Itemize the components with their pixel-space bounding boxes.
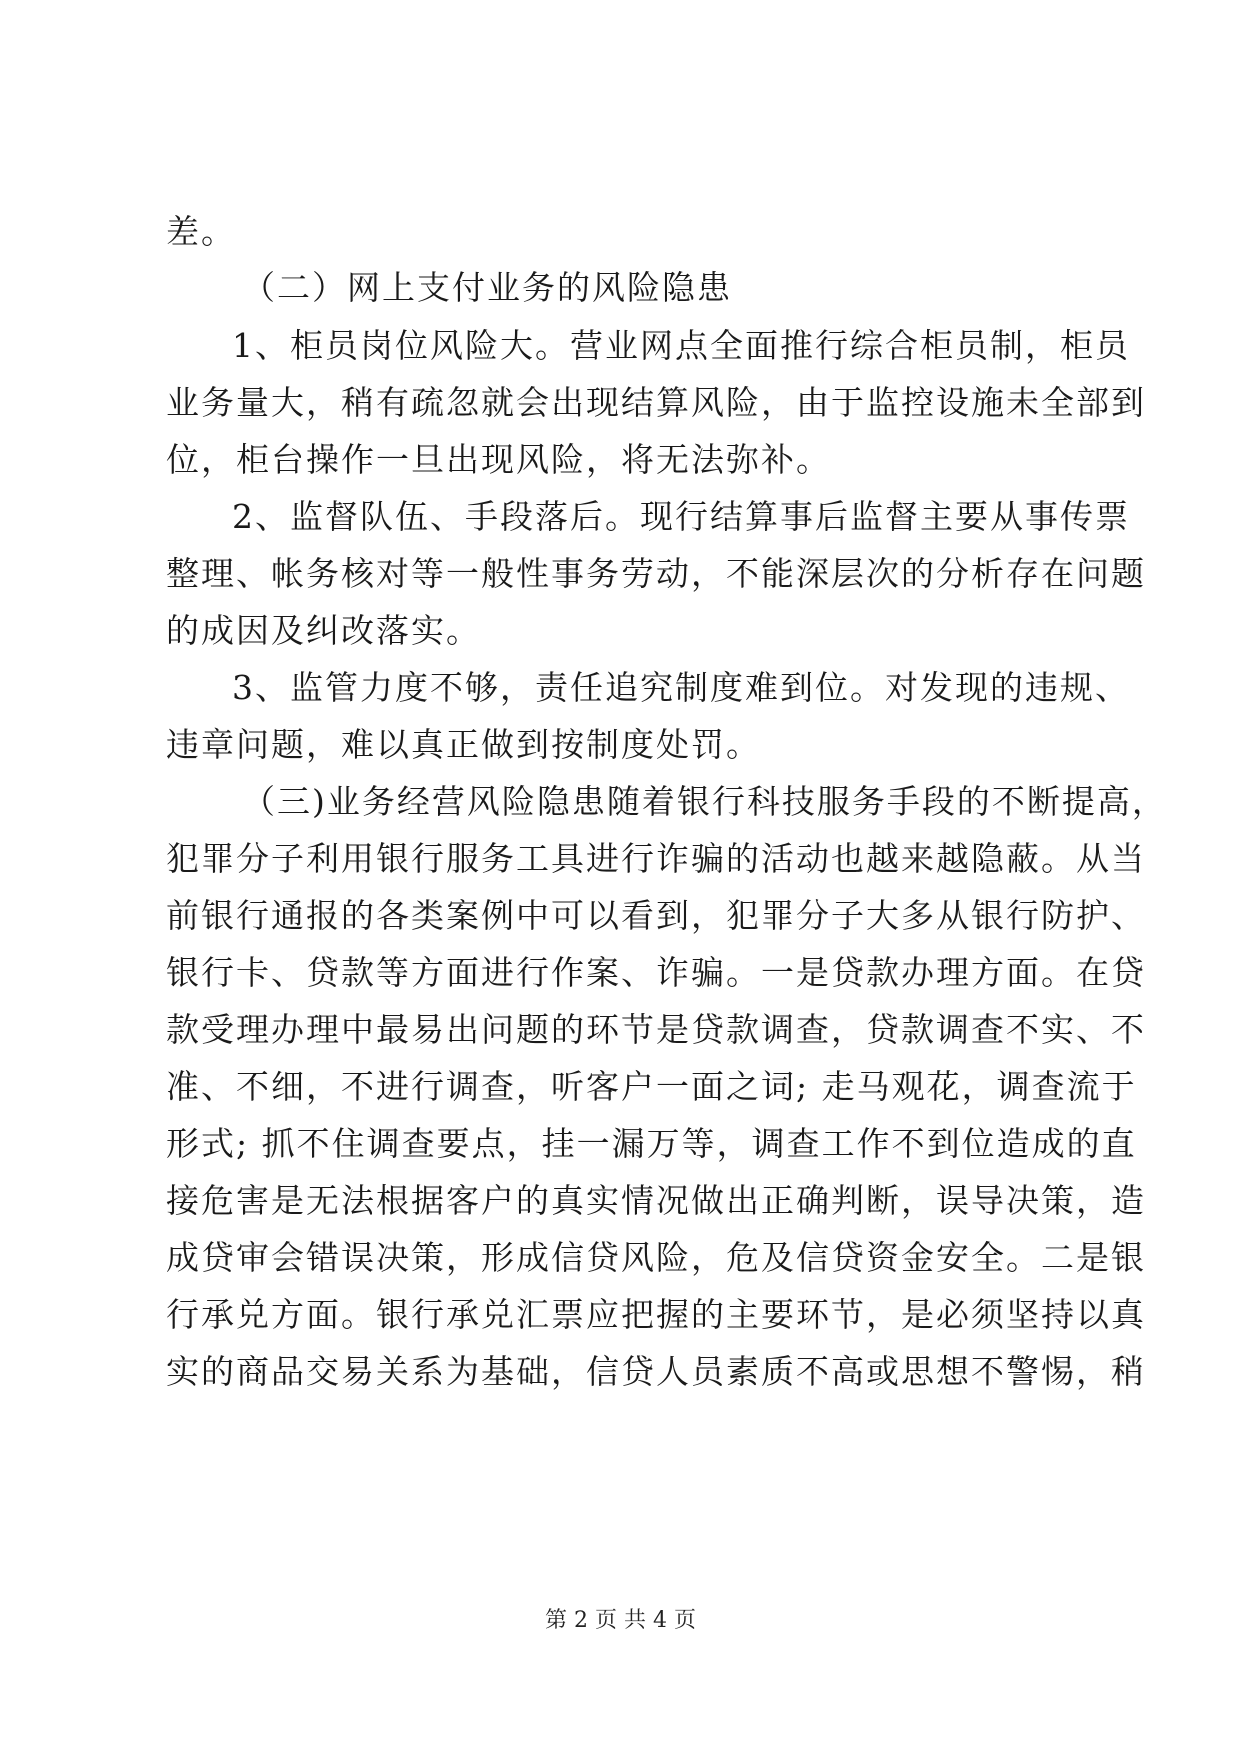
paragraph-line: 位，柜台操作一旦出现风险，将无法弥补。 <box>166 440 831 479</box>
paragraph-line: 的成因及纠改落实。 <box>166 611 481 650</box>
paragraph-line: 1、柜员岗位风险大。营业网点全面推行综合柜员制，柜员 <box>232 326 1130 365</box>
paragraph-line: 整理、帐务核对等一般性事务劳动，不能深层次的分析存在问题 <box>166 554 1146 593</box>
paragraph-line: 犯罪分子利用银行服务工具进行诈骗的活动也越来越隐蔽。从当 <box>166 839 1146 878</box>
paragraph-line: 准、不细，不进行调查，听客户一面之词; 走马观花，调查流于 <box>166 1067 1137 1106</box>
paragraph-line: 差。 <box>166 212 236 251</box>
paragraph-line: 业务量大，稍有疏忽就会出现结算风险，由于监控设施未全部到 <box>166 383 1146 422</box>
paragraph-line: 前银行通报的各类案例中可以看到，犯罪分子大多从银行防护、 <box>166 896 1146 935</box>
paragraph-line: 违章问题，难以真正做到按制度处罚。 <box>166 725 761 764</box>
paragraph-line: 银行卡、贷款等方面进行作案、诈骗。一是贷款办理方面。在贷 <box>166 953 1146 992</box>
section-heading-paragraph: （三)业务经营风险隐患随着银行科技服务手段的不断提高， <box>242 782 1167 821</box>
paragraph-line: 款受理办理中最易出问题的环节是贷款调查，贷款调查不实、不 <box>166 1010 1146 1049</box>
paragraph-line: 成贷审会错误决策，形成信贷风险，危及信贷资金安全。二是银 <box>166 1238 1146 1277</box>
paragraph-line: 形式; 抓不住调查要点，挂一漏万等，调查工作不到位造成的直 <box>166 1124 1137 1163</box>
page-footer: 第 2 页 共 4 页 <box>545 1608 696 1633</box>
paragraph-line: 3、监管力度不够，责任追究制度难到位。对发现的违规、 <box>232 668 1130 707</box>
paragraph-line: 实的商品交易关系为基础，信贷人员素质不高或思想不警惕，稍 <box>166 1352 1146 1391</box>
section-heading: （二）网上支付业务的风险隐患 <box>242 268 732 307</box>
paragraph-line: 2、监督队伍、手段落后。现行结算事后监督主要从事传票 <box>232 497 1130 536</box>
paragraph-line: 行承兑方面。银行承兑汇票应把握的主要环节，是必须坚持以真 <box>166 1295 1146 1334</box>
paragraph-line: 接危害是无法根据客户的真实情况做出正确判断，误导决策，造 <box>166 1181 1146 1220</box>
